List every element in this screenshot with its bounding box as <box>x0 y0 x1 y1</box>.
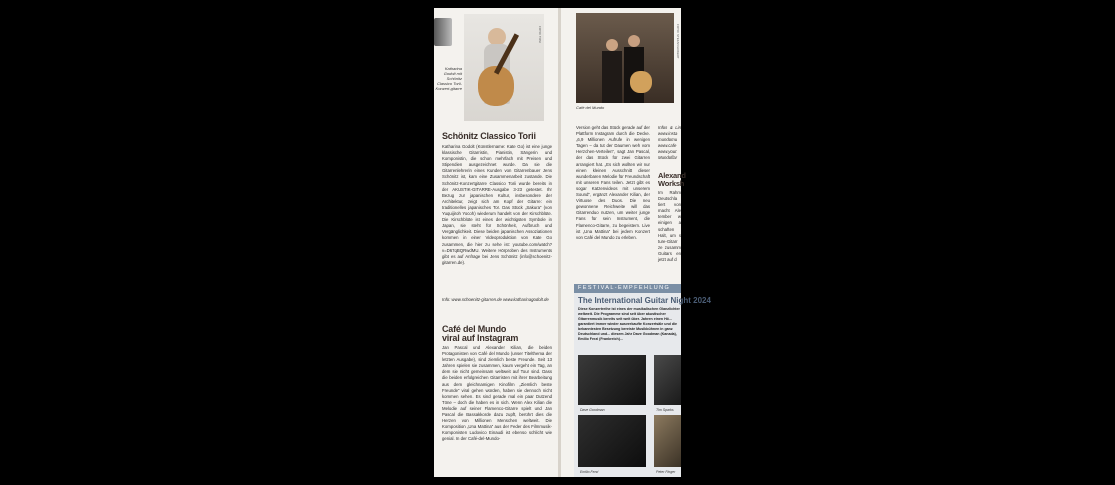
photo-credit-right: FOTO: STEFAN ECKERT <box>676 24 680 59</box>
photo-caption-cafe-del-mundo: Café del Mundo <box>576 105 605 110</box>
festival-bar: FESTIVAL-EMPFEHLUNG <box>574 284 681 293</box>
article-title-schoenitz: Schönitz Classico Torii <box>442 131 536 141</box>
player-name-2: Tim Sparks <box>656 408 674 412</box>
player-photo-4 <box>654 415 681 474</box>
article-info-schoenitz: Info: www.schoenitz-gitarren.de www.katharinagodolt.de <box>442 297 549 302</box>
photo-credit-left: FOTO: TOSI <box>538 26 542 43</box>
player-photo-1 <box>578 355 646 412</box>
page-gutter <box>558 8 561 477</box>
side-article-body: Im Rahm Deutschla tiert von macht Ale tember w einigen a schaften Halt, um s ture-Gitarr ze zusamm Guitars en jetzt auf d <box>658 190 681 263</box>
player-photo-2 <box>654 355 681 412</box>
magazine-spread <box>434 8 711 477</box>
cafe-del-mundo-photo <box>576 13 674 103</box>
festival-text: Diese Konzertreihe ist eines der musikalischen Glanzlichter weltweit. Die Programme sind seit über akustischer Gitarrenmusik bereits seit weit über. Jahren einen Hö... garantiert immer wieder ausverkaufte Konzertsäle und die bekanntesten Besetzung bereiste Musikbühnen in ganz Deutschland und... diesem Jahr Dave Goodman (Kanada), Emilio Ferzi (Frankreich)... <box>578 307 680 341</box>
guitar-fragment-photo <box>434 18 452 46</box>
article-body-cafe-del-mundo: Jan Pascal und Alexander Kilian, die beiden Protagonisten von Café del Mundo (unser Titelthema der letzten Ausgabe), sind ziemlich beste Freunde. Seit 13 Jahren spielen sie zusammen, kaum vergeht ein Tag, an dem sie nicht gemeinsam weltweit auf Tour sind. Dass die beiden erfolgreichen Gitarristen mit ihrer Bearbeitung aus dem gleichnamigen Kinofilm „Ziemlich beste Freunde“ viral gehen würden, haben sie dennoch nicht kommen sehen. Es sind gerade mal ein paar Dutzend Töne – doch die haben es in sich. Wenn Alex Kilian die Melodie auf seiner Flamenco-Gitarre spielt und Jan Pascal die Bassakkorde dazu zupft, berührt dies die Herzen von Millionen Menschen weltweit. Die Komposition „Una Mattina“ aus der Feder des Filmmusik-Komponisten Ludovico Einaudi ist ebenso schlicht wie genial. In der Café-del-Mundo- <box>442 345 552 442</box>
player-name-1: Dave Goodman <box>580 408 605 412</box>
article-title-cafe-del-mundo: Café del Mundo viral auf Instagram <box>442 324 519 343</box>
player-name-4: Peter Finger <box>656 470 676 474</box>
side-article-title: Alexand Worksh <box>658 171 686 188</box>
festival-recommendation-box <box>574 284 711 477</box>
katharina-godolt-photo <box>464 14 544 121</box>
photo-caption-godolt: Katharina Godolt mit Schönitz Classico Torii-Konzert-gitarre <box>435 66 462 91</box>
article-body-schoenitz: Katharina Godolt (Künstlername: Kate Go) ist eine junge klassische Gitarristin, Pianistin, Sängerin und Komponistin, die schon mehrfach mit Preisen und Stipendien ausgezeichnet wurde. Da sie die Gitarrenlehrerin eines Kunden von Gitarrenbauer Jens Schönitz ist, kam eine Zusammenarbeit zustande. Die Schönitz-Konzertgitarre Classico Torii wurde bereits in der AKUSTIK-GITARRE-Ausgabe 3-23 getestet. Ihr Bezug zur japanischen Kultur, insbesondere der Architektur, zeigt sich am Kopf der Gitarre: ein traditionelles japanisches Tor. Das Stück „Sakura“ (von Yuquijiroh Yocoh) wiederum handelt von der Kirschblüte. Die Kirschblüte ist eines der wichtigsten Symbole in Japan, sie steht für Schönheit, Aufbruch und Vergänglichkeit. Diese beiden japanischen Assoziationen kommen in einer Videoproduktion von Kate Go zusammen, die hier zu sehe ist: youtube.com/watch?v=D67qBQRwdMU. Weitere Hörproben des Instruments gibt es auf Anfrage bei Jens Schönitz (info@schoenitz-gitarren.de). <box>442 144 552 265</box>
side-info-links: Infos & Lin www.insta mundomu www.cafe www.yout Mundoflar <box>658 125 681 161</box>
player-name-3: Emilio Ferzi <box>580 470 599 474</box>
player-photo-3 <box>578 415 646 474</box>
article-continued-cafe-del-mundo: Version geht das Stück gerade auf der Plattform Instagram durch die Decke. „6,9 Millionen Aufrufe in wenigen Tagen – da tut der Daumen weh vom Herzchen-Verteilen“, sagt Jan Pascal, der das Stück für zwei Gitarren arrangiert hat. „Es sich wollten wir nur einen kleinen Ausschnitt dieser wunderbaren Melodie für Freundschaft mit unseren Fans teilen. Jetzt gibt es sogar Katzenvideos mit unserem Sound“, ergänzt Alexander Kilian, der Virtuose des Duos. Die neu gewonnene Reichweite will das Gitarrenduo nutzen, um weiter junge Fans für sein Instrument, die Flamenco-Gitarre, zu begeistern. Live ist „Una Mattina“ bei jedem Konzert von Café del Mundo zu erleben. <box>576 125 650 240</box>
festival-title: The International Guitar Night 2024 <box>578 296 711 305</box>
